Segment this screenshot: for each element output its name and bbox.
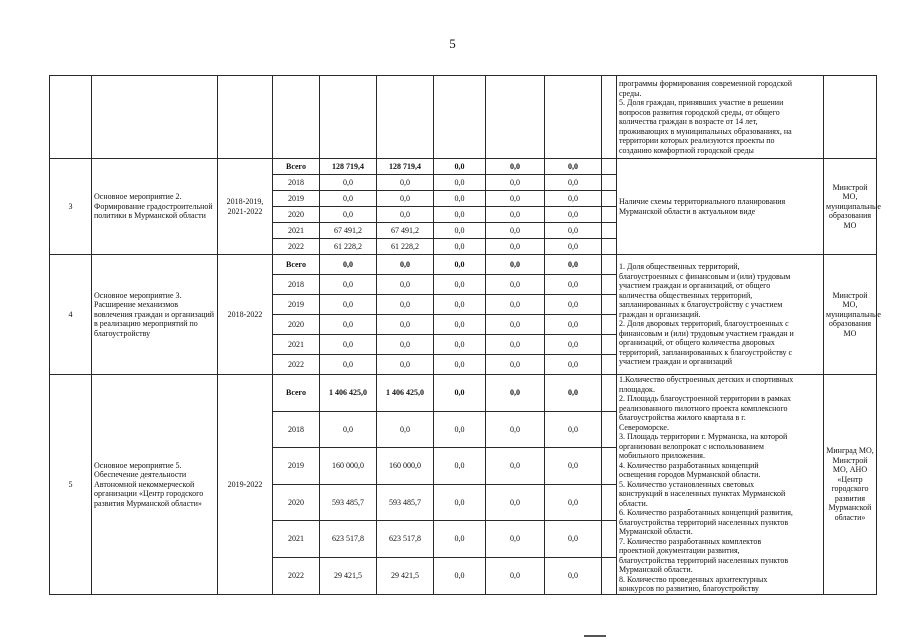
empty-cell [320, 76, 377, 159]
year-cell: 2022 [273, 355, 320, 375]
value-cell: 0,0 [486, 255, 545, 275]
indicator-line: среды. [619, 88, 642, 98]
indicator-line: 2. Доля дворовых территорий, благоустроенных с [619, 319, 789, 329]
page-number: 5 [449, 36, 456, 51]
value-cell: 0,0 [486, 207, 545, 223]
value-cell: 0,0 [486, 557, 545, 594]
value-cell: 0,0 [320, 175, 377, 191]
value-cell: 0,0 [545, 484, 602, 521]
value-cell: 0,0 [320, 411, 377, 448]
value-cell: 128 719,4 [320, 159, 377, 175]
value-cell: 0,0 [377, 275, 434, 295]
value-cell: 0,0 [486, 159, 545, 175]
value-cell: 0,0 [486, 223, 545, 239]
value-cell: 0,0 [434, 175, 486, 191]
value-cell: 0,0 [320, 295, 377, 315]
activity-name: Основное мероприятие 3. Расширение механизмов вовлечения граждан и организаций в реализацию мероприятий по благоустройству [92, 255, 218, 375]
value-cell: 0,0 [434, 207, 486, 223]
value-cell: 0,0 [320, 355, 377, 375]
table-row [50, 255, 877, 275]
indicator-line: 8. Количество проведенных архитектурных [619, 574, 768, 584]
indicator-line: благоустройства жилого квартала в г. [619, 413, 746, 422]
empty-cell [602, 521, 617, 558]
indicator-line: Мурманской области в актуальном виде [619, 206, 756, 216]
indicator-line: конкурсов по развитию, благоустройству [619, 584, 759, 593]
value-cell: 0,0 [434, 375, 486, 412]
indicator-line: вопросов развития городской среды, от общего [619, 107, 780, 117]
value-cell: 29 421,5 [320, 557, 377, 594]
empty-cell [434, 76, 486, 159]
value-cell: 0,0 [377, 355, 434, 375]
indicator-line: площадок. [619, 384, 655, 394]
indicator-line: граждан и организаций. [619, 309, 701, 319]
row-number: 4 [50, 255, 92, 375]
empty-cell [602, 335, 617, 355]
year-cell: 2021 [273, 521, 320, 558]
period: 2018-2022 [218, 255, 273, 375]
period: 2018-2019, 2021-2022 [218, 159, 273, 255]
value-cell: 0,0 [545, 223, 602, 239]
page-edge-mark [584, 635, 606, 637]
indicator-line: благоустроенных с финансовым и (или) трудовым [619, 271, 791, 281]
value-cell: 0,0 [377, 255, 434, 275]
indicator-line: 7. Количество разработанных комплектов [619, 536, 762, 546]
value-cell: 0,0 [545, 207, 602, 223]
value-cell: 0,0 [486, 355, 545, 375]
year-cell: 2022 [273, 239, 320, 255]
value-cell: 0,0 [320, 255, 377, 275]
value-cell: 0,0 [377, 191, 434, 207]
year-cell: 2021 [273, 223, 320, 239]
empty-cell [602, 484, 617, 521]
value-cell: 0,0 [320, 335, 377, 355]
value-cell: 0,0 [486, 295, 545, 315]
year-cell: Всего [273, 375, 320, 412]
value-cell: 0,0 [377, 315, 434, 335]
value-cell: 0,0 [486, 175, 545, 191]
value-cell: 0,0 [434, 411, 486, 448]
value-cell: 0,0 [545, 175, 602, 191]
year-cell: 2019 [273, 448, 320, 485]
empty-cell [602, 355, 617, 375]
year-cell: 2018 [273, 411, 320, 448]
year-cell: 2021 [273, 335, 320, 355]
value-cell: 593 485,7 [320, 484, 377, 521]
indicators-cell [617, 159, 824, 255]
value-cell: 0,0 [486, 521, 545, 558]
row-number: 5 [50, 375, 92, 595]
empty-cell [92, 76, 218, 159]
value-cell: 0,0 [434, 159, 486, 175]
value-cell: 1 406 425,0 [377, 375, 434, 412]
empty-cell [545, 76, 602, 159]
value-cell: 0,0 [377, 411, 434, 448]
value-cell: 0,0 [320, 207, 377, 223]
empty-cell [486, 76, 545, 159]
value-cell: 29 421,5 [377, 557, 434, 594]
empty-cell [602, 207, 617, 223]
value-cell: 0,0 [434, 484, 486, 521]
value-cell: 623 517,8 [377, 521, 434, 558]
indicator-line: количества граждан в возрасте от 14 лет, [619, 117, 758, 126]
empty-cell [824, 76, 877, 159]
indicator-line: Наличие схемы территориального планирования [619, 197, 786, 206]
value-cell: 0,0 [486, 335, 545, 355]
year-cell: 2020 [273, 207, 320, 223]
empty-cell [218, 76, 273, 159]
value-cell: 0,0 [545, 557, 602, 594]
value-cell: 67 491,2 [377, 223, 434, 239]
value-cell: 0,0 [434, 191, 486, 207]
indicator-line: участием граждан и организаций, от общего [619, 281, 771, 291]
activity-name: Основное мероприятие 5. Обеспечение деятельности Автономной некоммерческой организации «Центр городского развития Мурманской области» [92, 375, 218, 595]
value-cell: 0,0 [545, 255, 602, 275]
value-cell: 0,0 [377, 175, 434, 191]
indicator-line: 5. Количество установленных световых [619, 479, 755, 489]
empty-cell [602, 275, 617, 295]
year-cell: 2019 [273, 191, 320, 207]
indicator-line: участием граждан и организаций [619, 357, 733, 367]
empty-cell [273, 76, 320, 159]
value-cell: 0,0 [486, 375, 545, 412]
value-cell: 0,0 [486, 239, 545, 255]
table-row [50, 76, 877, 159]
value-cell: 128 719,4 [377, 159, 434, 175]
value-cell: 0,0 [545, 521, 602, 558]
year-cell: 2018 [273, 275, 320, 295]
indicator-line: проживающих в муниципальных образованиях, на [619, 126, 792, 136]
indicator-line: благоустройства территорий населенных пунктов [619, 555, 789, 565]
empty-cell [50, 76, 92, 159]
value-cell: 0,0 [320, 275, 377, 295]
indicator-line: освещения городов Мурманской области. [619, 470, 761, 479]
year-cell: 2019 [273, 295, 320, 315]
value-cell: 623 517,8 [320, 521, 377, 558]
value-cell: 0,0 [320, 191, 377, 207]
value-cell: 0,0 [434, 255, 486, 275]
value-cell: 0,0 [486, 448, 545, 485]
year-cell: Всего [273, 255, 320, 275]
value-cell: 0,0 [434, 557, 486, 594]
indicator-line: конструкций в населенных пунктах Мурманской [619, 489, 786, 498]
indicators-cell [617, 76, 824, 159]
value-cell: 0,0 [486, 484, 545, 521]
empty-cell [602, 315, 617, 335]
value-cell: 0,0 [486, 411, 545, 448]
indicator-line: территории которых реализуются проекты по [619, 136, 775, 145]
indicator-line: Мурманской области. [619, 527, 693, 536]
value-cell: 61 228,2 [320, 239, 377, 255]
executors: Минстрой МО, муниципальные образования МО [824, 159, 877, 255]
value-cell: 0,0 [545, 411, 602, 448]
table-row [50, 159, 877, 175]
value-cell: 0,0 [377, 207, 434, 223]
value-cell: 0,0 [545, 375, 602, 412]
value-cell: 160 000,0 [320, 448, 377, 485]
empty-cell [602, 255, 617, 275]
empty-cell [602, 557, 617, 594]
indicator-line: реализованного пилотного проекта комплексного [619, 403, 788, 413]
empty-cell [602, 175, 617, 191]
empty-cell [602, 448, 617, 485]
empty-cell [602, 76, 617, 159]
value-cell: 0,0 [545, 355, 602, 375]
empty-cell [602, 295, 617, 315]
indicator-line: 5. Доля граждан, принявших участие в решении [619, 98, 784, 107]
value-cell: 0,0 [434, 223, 486, 239]
value-cell: 0,0 [434, 275, 486, 295]
indicator-line: мобильного приложения. [619, 451, 705, 460]
indicator-line: организаций, от общего количества дворовых [619, 338, 775, 348]
year-cell: 2020 [273, 315, 320, 335]
indicator-line: 3. Площадь территории г. Мурманска, на которой [619, 432, 788, 441]
value-cell: 0,0 [377, 335, 434, 355]
executors: Минстрой МО, муниципальные образования МО [824, 255, 877, 375]
indicators-cell [617, 375, 824, 595]
empty-cell [602, 375, 617, 412]
indicator-line: созданию комфортной городской среды [619, 145, 754, 155]
indicator-line: 4. Количество разработанных концепций [619, 460, 759, 470]
empty-cell [602, 223, 617, 239]
indicators-cell [617, 255, 824, 375]
indicator-line: организован велопрокат с использованием [619, 441, 764, 451]
year-cell: Всего [273, 159, 320, 175]
indicator-line: запланированных к благоустройству с участием [619, 300, 783, 310]
value-cell: 593 485,7 [377, 484, 434, 521]
indicator-line: финансовым и (или) трудовым участием граждан и [619, 328, 794, 338]
empty-cell [377, 76, 434, 159]
value-cell: 0,0 [545, 315, 602, 335]
empty-cell [602, 191, 617, 207]
indicator-line: проектной документации развития, [619, 546, 740, 555]
value-cell: 0,0 [545, 239, 602, 255]
value-cell: 61 228,2 [377, 239, 434, 255]
indicator-line: количества общественных территорий, [619, 290, 753, 300]
activity-name: Основное мероприятие 2. Формирование градостроительной политики в Мурманской области [92, 159, 218, 255]
value-cell: 0,0 [486, 191, 545, 207]
empty-cell [602, 159, 617, 175]
indicator-line: Североморске. [619, 422, 669, 432]
indicator-line: программы формирования современной городской [619, 79, 793, 88]
value-cell: 0,0 [545, 295, 602, 315]
indicator-line: территорий, запланированных к благоустройству с [619, 347, 793, 357]
indicator-line: 1. Доля общественных территорий, [619, 262, 740, 272]
year-cell: 2018 [273, 175, 320, 191]
value-cell: 1 406 425,0 [320, 375, 377, 412]
value-cell: 0,0 [545, 448, 602, 485]
value-cell: 0,0 [486, 315, 545, 335]
empty-cell [602, 239, 617, 255]
year-cell: 2020 [273, 484, 320, 521]
value-cell: 0,0 [434, 521, 486, 558]
value-cell: 0,0 [434, 239, 486, 255]
value-cell: 67 491,2 [320, 223, 377, 239]
program-table [49, 75, 881, 595]
row-number: 3 [50, 159, 92, 255]
value-cell: 0,0 [545, 159, 602, 175]
value-cell: 0,0 [545, 275, 602, 295]
value-cell: 0,0 [377, 295, 434, 315]
indicator-line: 6. Количество разработанных концепций развития, [619, 508, 793, 517]
value-cell: 0,0 [434, 355, 486, 375]
value-cell: 0,0 [320, 315, 377, 335]
empty-cell [602, 411, 617, 448]
value-cell: 0,0 [486, 275, 545, 295]
value-cell: 0,0 [545, 191, 602, 207]
indicator-line: Мурманской области. [619, 565, 693, 574]
value-cell: 0,0 [545, 335, 602, 355]
value-cell: 160 000,0 [377, 448, 434, 485]
period: 2019-2022 [218, 375, 273, 595]
value-cell: 0,0 [434, 448, 486, 485]
executors: Минград МО, Минстрой МО, АНО «Центр городского развития Мурманской области» [824, 375, 877, 595]
indicator-line: 1.Количество обустроенных детских и спортивных [619, 375, 794, 384]
indicator-line: благоустройства территорий населенных пунктов [619, 517, 789, 527]
indicator-line: области. [619, 498, 648, 508]
value-cell: 0,0 [434, 315, 486, 335]
value-cell: 0,0 [434, 335, 486, 355]
table-row [50, 375, 877, 412]
value-cell: 0,0 [434, 295, 486, 315]
year-cell: 2022 [273, 557, 320, 594]
indicator-line: 2. Площадь благоустроенной территории в рамках [619, 394, 792, 403]
